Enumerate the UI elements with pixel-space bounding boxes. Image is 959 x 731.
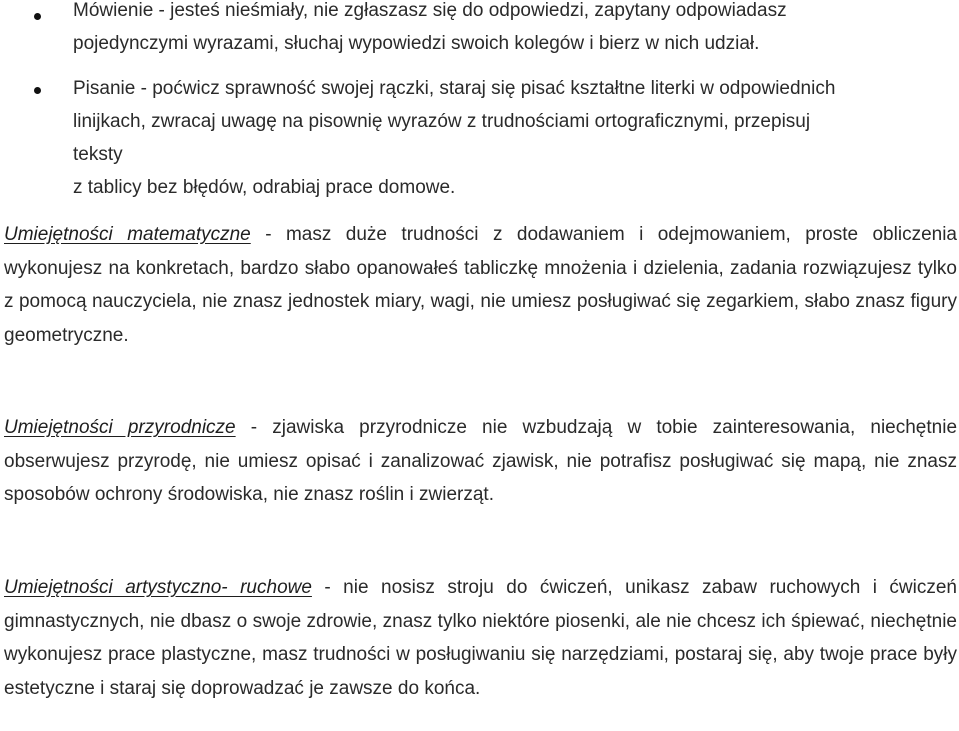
bullet-text: Pisanie - poćwicz sprawność swojej rączki, staraj się pisać kształtne literki w odpowiednich linijkach, zwracaj uwagę na pisownię wyrazów z trudnościami ortograficznymi, przepisuj teksty z tablicy bez błędów, odrabiaj prace domowe. <box>73 78 836 198</box>
section-title: Umiejętności przyrodnicze <box>4 417 236 438</box>
section-title: Umiejętności matematyczne <box>4 224 251 245</box>
section-body: - zjawiska przyrodnicze nie wzbudzają w tobie zainteresowania, niechętnie obserwujesz przyrodę, nie umiesz opisać i zanalizować zjawisk, nie potrafisz posługiwać się mapą, nie znasz sposobów ochrony środowiska, nie znasz roślin i zwierząt. <box>4 417 958 505</box>
section-math <box>4 218 957 352</box>
section-arts-movement <box>4 571 957 705</box>
bullet-icon <box>34 87 41 94</box>
section-body: - masz duże trudności z dodawaniem i odejmowaniem, proste obliczenia wykonujesz na konkretach, bardzo słabo opanowałeś tabliczkę mnożenia i dzielenia, zadania rozwiązujesz tylko z pomocą nauczyciela, nie znasz jednostek miary, wagi, nie umiesz posługiwać się zegarkiem, słabo znasz figury geometryczne. <box>4 224 957 346</box>
section-title: Umiejętności artystyczno- ruchowe <box>4 577 312 598</box>
section-body: - nie nosisz stroju do ćwiczeń, unikasz zabaw ruchowych i ćwiczeń gimnastycznych, nie dbasz o swoje zdrowie, znasz tylko niektóre piosenki, ale nie chcesz ich śpiewać, niechętnie wykonujesz prace plastyczne, masz trudności w posługiwaniu się narzędziami, postaraj się, aby twoje prace były estetyczne i staraj się doprowadzać je zawsze do końca. <box>4 577 957 699</box>
bullet-icon <box>34 13 41 20</box>
bullet-text: Mówienie - jesteś nieśmiały, nie zgłaszasz się do odpowiedzi, zapytany odpowiadasz pojedynczymi wyrazami, słuchaj wypowiedzi swoich kolegów i bierz w nich udział. <box>73 0 787 54</box>
section-nature <box>4 411 957 512</box>
